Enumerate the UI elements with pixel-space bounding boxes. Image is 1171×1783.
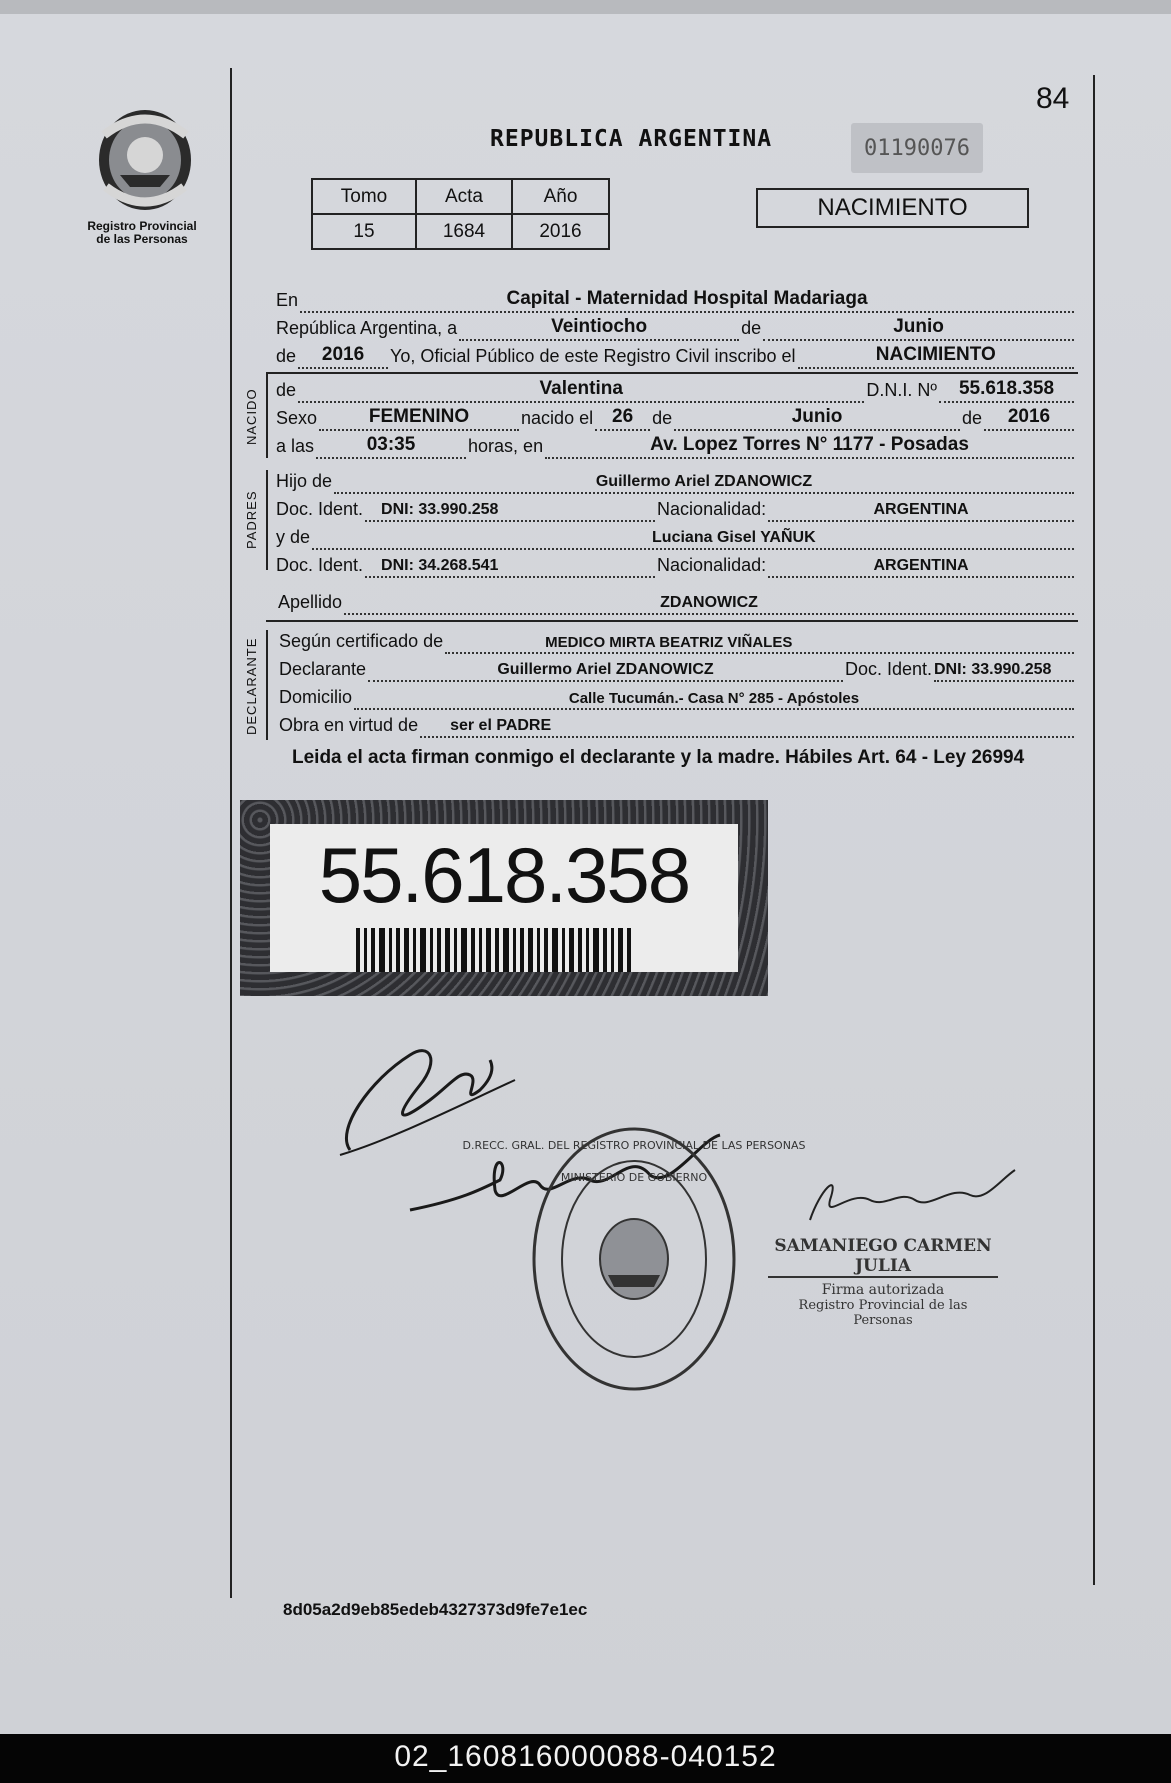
father-row [276, 466, 1076, 494]
mother-nat-label: Nacionalidad: [657, 555, 767, 575]
de2-label: de [276, 346, 297, 366]
official-office: Registro Provincial de las Personas [798, 1298, 968, 1328]
day-words-value: Veintiocho [551, 316, 648, 337]
anio-header: Año [512, 179, 609, 214]
dni-label: D.N.I. Nº [866, 380, 937, 400]
inscription-row [276, 341, 1076, 369]
signature-3 [790, 1160, 1020, 1230]
mother-nat-value: ARGENTINA [873, 557, 969, 574]
footer-file-id: 02_160816000088-040152 [0, 1734, 1171, 1783]
sexo-value: FEMENINO [368, 406, 470, 427]
declarante-label: Declarante [279, 659, 367, 679]
time-row [276, 431, 1076, 459]
divider [266, 372, 1078, 374]
horas-label: horas, en [468, 436, 544, 456]
decl-doc-label: Doc. Ident. [844, 659, 932, 679]
declarante-section-label: DECLARANTE [244, 637, 259, 735]
birth-year-value: 2016 [1007, 406, 1051, 427]
child-dni: 55.618.358 [958, 378, 1055, 399]
de-label-3: de [961, 408, 982, 428]
province-seal-logo [90, 105, 200, 215]
y-de-label: y de [276, 527, 311, 547]
cert-row [279, 626, 1076, 654]
stamp-inner-text: MINISTERIO DE GOBIERNO [560, 1171, 708, 1184]
apellido-label: Apellido [278, 592, 343, 612]
place-value: Capital - Maternidad Hospital Madariaga [506, 288, 868, 309]
mother-doc-value: DNI: 34.268.541 [381, 557, 499, 574]
birth-month-value: Junio [791, 406, 843, 427]
serial-number: 01190076 [851, 123, 983, 173]
tomo-header: Tomo [312, 179, 416, 214]
decl-doc-value: DNI: 33.990.258 [934, 661, 1052, 678]
father-doc-label: Doc. Ident. [276, 499, 364, 519]
obra-label: Obra en virtud de [279, 715, 419, 735]
father-name: Guillermo Ariel ZDANOWICZ [595, 473, 813, 490]
de-label-2: de [652, 408, 673, 428]
acta-header: Acta [416, 179, 512, 214]
right-margin-line [1093, 75, 1095, 1585]
father-nat-label: Nacionalidad: [657, 499, 767, 519]
nacido-el-label: nacido el [521, 408, 594, 428]
document-hash: 8d05a2d9eb85edeb4327373d9fe7e1ec [283, 1600, 588, 1619]
domicilio-value: Calle Tucumán.- Casa N° 285 - Apóstoles [568, 690, 860, 707]
hijo-de-label: Hijo de [276, 471, 333, 491]
year-value: 2016 [321, 344, 365, 365]
seal-caption-line-2: de las Personas [96, 232, 188, 246]
mother-doc-label: Doc. Ident. [276, 555, 364, 575]
mother-name: Luciana Gisel YAÑUK [652, 529, 816, 546]
child-name: Valentina [539, 378, 623, 399]
obra-value: ser el PADRE [450, 717, 552, 734]
official-title: Firma autorizada [821, 1282, 945, 1298]
registry-stamp [462, 1125, 806, 1393]
dni-large-number: 55.618.358 [318, 831, 690, 919]
barcode-icon [356, 928, 668, 972]
time-value: 03:35 [366, 434, 416, 455]
yo-text: Yo, Oficial Público de este Registro Civil inscribo el [390, 346, 796, 366]
apellido-value: ZDANOWICZ [660, 594, 758, 611]
divider-2 [266, 620, 1078, 622]
closing-statement: Leida el acta firman conmigo el declarante y la madre. Hábiles Art. 64 - Ley 26994 [292, 747, 1025, 768]
domicilio-row [279, 682, 1076, 710]
padres-bracket [266, 470, 268, 570]
mother-doc-row [276, 550, 1076, 578]
de-name-label: de [276, 380, 297, 400]
document-title: REPUBLICA ARGENTINA [490, 126, 773, 152]
dni-barcode-label [240, 800, 768, 996]
nacido-bracket [266, 372, 268, 458]
page-number: 84 [1036, 82, 1070, 115]
birth-day-value: 26 [612, 406, 634, 427]
declarante-row [279, 654, 1076, 682]
de-label: de [741, 318, 762, 338]
en-row [276, 285, 1076, 313]
inscription-value: NACIMIENTO [875, 344, 996, 365]
date-row [276, 313, 1076, 341]
father-nat-value: ARGENTINA [873, 501, 969, 518]
cert-label: Según certificado de [279, 631, 444, 651]
dni-label-card [270, 824, 738, 972]
registry-table [311, 178, 610, 250]
declarante-bracket [266, 630, 268, 740]
en-label: En [276, 290, 299, 310]
sexo-row [276, 403, 1076, 431]
stamp-ring-text: D.RECC. GRAL. DEL REGISTRO PROVINCIAL DE LAS PERSONAS [462, 1139, 806, 1152]
declarante-value: Guillermo Ariel ZDANOWICZ [497, 661, 714, 678]
padres-section-label: PADRES [244, 490, 259, 549]
authorized-signature-block [768, 1236, 998, 1328]
father-doc-row [276, 494, 1076, 522]
official-name: SAMANIEGO CARMEN JULIA [768, 1236, 998, 1278]
acta-value: 1684 [416, 214, 512, 249]
obra-row [279, 710, 1076, 738]
alas-label: a las [276, 436, 315, 456]
seal-caption-line-1: Registro Provincial [87, 219, 197, 233]
sexo-label: Sexo [276, 408, 318, 428]
cert-value: MEDICO MIRTA BEATRIZ VIÑALES [545, 634, 793, 651]
month-value: Junio [893, 316, 944, 337]
birth-place-value: Av. Lopez Torres N° 1177 - Posadas [650, 434, 969, 455]
record-type-box: NACIMIENTO [756, 188, 1029, 228]
nacido-section-label: NACIDO [244, 388, 259, 445]
top-edge [0, 0, 1171, 14]
mother-row [276, 522, 1076, 550]
republica-label: República Argentina, a [276, 318, 458, 338]
anio-value: 2016 [512, 214, 609, 249]
name-row [276, 375, 1076, 403]
seal-caption [72, 220, 212, 246]
father-doc-value: DNI: 33.990.258 [381, 501, 499, 518]
tomo-value: 15 [312, 214, 416, 249]
apellido-row [278, 587, 1076, 615]
domicilio-label: Domicilio [279, 687, 353, 707]
left-margin-line [230, 68, 232, 1598]
